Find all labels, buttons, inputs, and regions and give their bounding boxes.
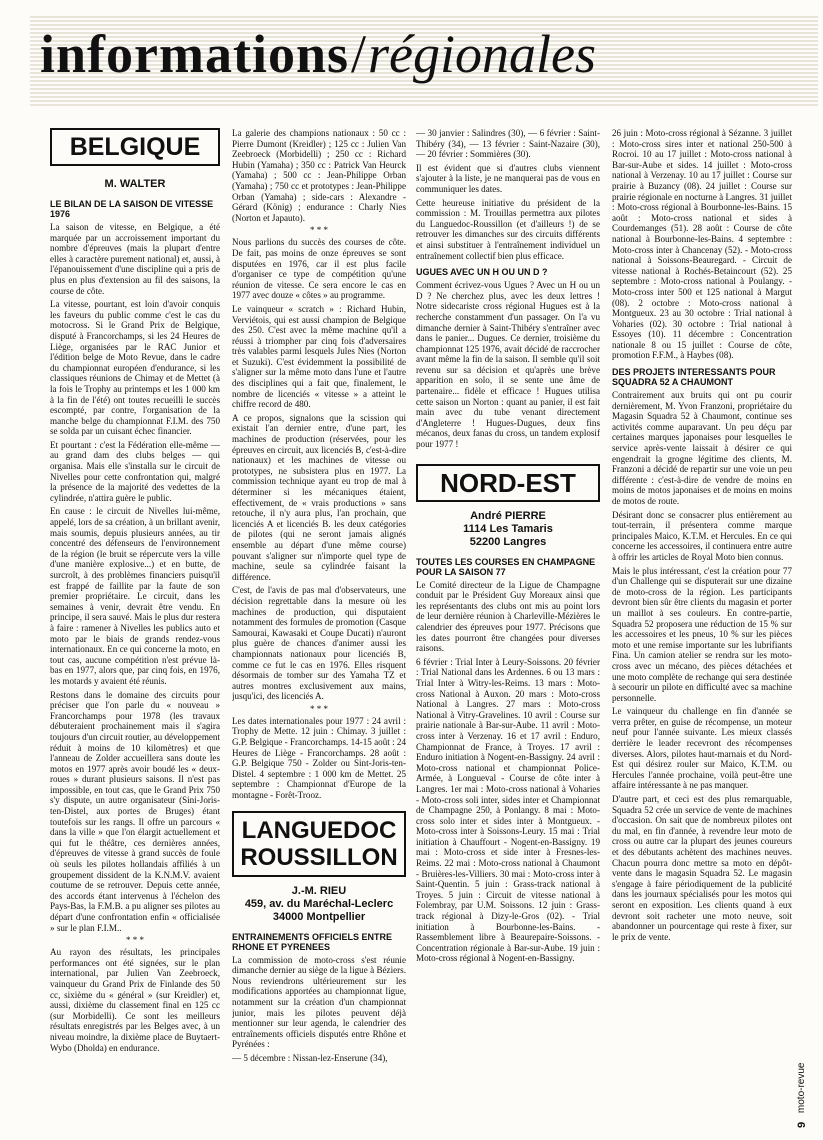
title-left: informations: [40, 24, 349, 84]
section-heading-belgique: BELGIQUE: [50, 128, 220, 166]
paragraph: Le Comité directeur de la Ligue de Champagne conduit par le Président Guy Moreaux ainsi que les représentants des clubs ont mis au point lors de leur dernière réunion à Charleville-Mézières le calendrier des épreuves pour 1977. Précisons que les dates pourront être changées pour diverses raisons.: [416, 579, 600, 654]
paragraph: Au rayon des résultats, les principales performances ont été signées, sur le plan international, par Julien Van Zeebroeck, vainqueur du Grand Prix de Finlande des 50 cc, sixième du « général » (sur Kreidler) et, aussi, dixième du classement final en 125 cc (sur Morbidelli). Ce sont les meilleurs résultats enregistrés par les Belges avec, à un niveau moindre, la dixième place de Buytaert-Wybo (Dholda) en endurance.: [50, 947, 220, 1053]
paragraph: Le vainqueur « scratch » : Richard Hubin, Verviétois, qui est aussi champion de Belgique des 250. C'est avec la même machine qu'il a réussi à triompher par cinq fois d'adversaires très valables parmi lesquels Jules Nies (Norton et Suzuki). C'est évidemment la possibilité de s'aligner sur la même moto dans l'une et l'autre des disciplines qui a fait que, finalement, le nombre de licenciés « vitesse » a atteint le chiffre record de 480.: [232, 303, 406, 410]
paragraph: La commission de moto-cross s'est réunie dimanche dernier au siège de la ligue à Béziers. Nous reviendrons ultérieurement sur les modifications apportées au championnat ligue, notamment sur la création d'un championnat junior, mais les pilotes peuvent déjà mentionner sur leur agenda, le calendrier des entraînements officiels disputés entre Rhône et Pyrénées :: [232, 954, 406, 1050]
separator-dots: * * *: [310, 225, 328, 236]
paragraph: Et pourtant : c'est la Fédération elle-même — au grand dam des clubs belges — qui organisa. Mais elle s'installa sur le circuit de Nivelles pour cette confrontation qui, malgré la présence de la majorité des vedettes de la cylindrée, n'attira guère le public.: [50, 439, 220, 503]
column-3: [416, 128, 600, 1128]
paragraph: Restons dans le domaine des circuits pour préciser que l'on parle du « nouveau » Francorchamps pour 1978 (les travaux débuteraient prochainement mais il s'agira toujours d'un circuit routier, au développement réduit à moins de 10 kilomètres) et que l'anneau de Zolder accueillera sans doute les motos en 1977 après avoir boudé les « deux-roues » durant plusieurs saisons. Il n'est pas impossible, en tout cas, que le Grand Prix 750 s'y dispute, un autre organisateur (Sini-Joris-ten-Distel, aux portes de Bruges) étant toutefois sur les rangs. Il offre un parcours « dans la ville » que l'on élargit actuellement et qui fut le théâtre, ces dernières années, d'épreuves de vitesse à grand succès de foule où seuls les pilotes hollandais affiliés à un groupement dissident de la K.N.M.V. avaient coutume de se retrouver. Depuis cette année, des accords étant intervenus à l'échelon des Pays-Bas, la F.M.B. a pu aligner ses pilotes au départ d'une confrontation enfin « officialisée » sur le plan F.I.M..: [50, 689, 220, 933]
paragraph: 26 juin : Moto-cross régional à Sézanne. 3 juillet : Moto-cross sires inter et national 250-500 à Rocroi. 10 au 17 juillet : Moto-cross national à Bar-sur-Aube et sides. 14 juillet : Moto-cross national à Verzenay. 10 au 17 juillet : Course sur prairie à Buzancy (08). 24 juillet : Course sur prairie régionale en nocturne à Langres. 31 juillet : Moto-cross régional à Bourbonne-les-Bains. 15 août : Moto-cross national et sides à Courdemanges (51). 28 août : Course de côte national à Bourbonne-les-Bains. 4 septembre : Moto-cross inter à Chancenay (52). - Moto-cross national à Soissons-Beauregard. - Circuit de vitesse national à Rochés-Betaincourt (52). 25 septembre : Moto-cross national à Poulangy. - Moto-cross inter 500 et 125 national à Margut (08). 2 octobre : Moto-cross national à Montgueux. 23 au 30 octobre : Trial national à Voharies (02). 30 octobre : Trial national à Essoyes (10). 11 décembre : Concentration nationale 8 ou 15 juillet : Course de côte, promotion F.F.M., à Haybes (08).: [612, 128, 792, 361]
author-address: 1114 Les Tamaris: [463, 522, 553, 535]
subhead: ENTRAINEMENTS OFFICIELS ENTRE RHONE ET PYRENEES: [232, 931, 393, 952]
subhead: DES PROJETS INTERESSANTS POUR SQUADRA 52 A CHAUMONT: [612, 367, 776, 388]
author-block: [416, 510, 600, 549]
section-heading-languedoc: LANGUEDOC ROUSSILLON: [232, 811, 406, 877]
subhead: UGUES AVEC UN H OU UN D ?: [416, 267, 548, 278]
paragraph: La galerie des champions nationaux : 50 cc : Pierre Dumont (Kreidler) ; 125 cc : Julien Van Zeebroeck (Morbidelli) ; 250 cc : Richard Hubin (Yamaha) ; 350 cc : Patrick Van Heurck (Yamaha) ; 500 cc : Jean-Philippe Orban (Yamaha) ; 750 cc et prototypes : Jean-Philippe Orban (Yamaha) ; side-cars : Alexandre - Gérard (König) ; endurance : Charly Nies (Norton et Japauto).: [232, 128, 406, 223]
paragraph: En cause : le circuit de Nivelles lui-même, appelé, lors de sa création, à un brillant avenir, mais soumis, depuis plusieurs années, au tir concentré des défenseurs de l'environnement de la région (le bruit se répercute vers la ville d'une manière explosive...) et en butte, de surcroît, à des problèmes financiers puisqu'il est frappé de faillite par la faute de son premier propriétaire. Le circuit, dans les semaines à venir, devrait être vendu. En principe, il sera sauvé. Mais le plus dur restera à faire : ramener à Nivelles les publics auto et moto par le biais de grands rendez-vous internationaux. En ce qui concerne la moto, en tout cas, aucune compétition n'est prévue là-bas en 1977, alors que, par cinq fois, en 1976, les motards y avaient été réunis.: [50, 506, 220, 686]
paragraph: A ce propos, signalons que la scission qui existait l'an dernier entre, d'une part, les machines de production (réservées, pour les épreuves en circuit, aux licenciés B, c'est-à-dire nationaux) et les machines de vitesse ou prototypes, ne subsistera plus en 1977. La commission technique ayant eu trop de mal à déterminer si les mécaniques étaient, effectivement, de « vrais productions » sans retouche, il n'y aura plus, l'an prochain, que licenciés A et licenciés B. les deux catégories de pilotes (qui ne seront jamais alignés ensemble au départ d'une même course) pouvant s'aligner sur n'importe quel type de machine, seule sa cylindrée faisant la différence.: [232, 412, 406, 582]
author: M. WALTER: [104, 178, 166, 190]
paragraph: Les dates internationales pour 1977 : 24 avril : Trophy de Mette. 12 juin : Chimay. 3 juillet : G.P. Belgique - Francorchamps. 14-15 août : 24 Heures de Liège - Francorchamps. 28 août : G.P. Belgique 750 - Zolder ou Sint-Joris-ten-Distel. 4 septembre : 1 000 km de Mettet. 25 septembre : Championnat d'Europe de la montagne - Forêt-Trooz.: [232, 715, 406, 801]
author-address: 459, av. du Maréchal-Leclerc: [244, 897, 394, 910]
paragraph: Nous parlions du succès des courses de côte. De fait, pas moins de onze épreuves se sont disputées en 1976, car il est plus facile d'organiser ce type de compétition qu'une réunion de vitesse. Ce sera encore le cas en 1977 avec douze « côtes » au programme.: [232, 237, 406, 301]
paragraph: Le vainqueur du challenge en fin d'année se verra prêter, en guise de récompense, un moteur neuf pour l'année suivante. Les mieux classés derrière le leader recevront des récompenses diverses. Alors, pilotes haut-marnais et du Nord-Est qui désirez rouler sur Maico, K.T.M. ou Hercules l'année prochaine, voilà peut-être une affaire intéressante à ne pas manquer.: [612, 706, 792, 791]
paragraph: — 5 décembre : Nissan-lez-Enserune (34),: [232, 1052, 388, 1063]
paragraph: Mais le plus intéressant, c'est la création pour 77 d'un Challenge qui se disputerait sur une dizaine de moto-cross de la région. Les participants devront bien sûr être clients du magasin et porter un maillot à ses couleurs. En contre-partie, Squadra 52 proposera une réduction de 15 % sur les accessoires et les pneus, 10 % sur les pièces moto et une remise importante sur les lubrifiants Fina. Un camion atelier se rendra sur les moto-cross avec un mécano, des pièces détachées et une moto complète de rechange qui sera destinée à secourir un pilote en difficulté avec sa machine personnelle.: [612, 565, 792, 703]
title-right: régionales: [368, 24, 596, 84]
paragraph: C'est, de l'avis de pas mal d'observateurs, une décision regrettable dans la mesure où les machines de production, qui disputaient notamment des formules de promotion (Casque Samourai, Kawasaki et Coupe Ducati) n'auront plus guère de chances d'animer aussi les championnats nationaux pour licenciés B, comme ce fut le cas en 1976. Elles risquent désormais de tomber sur des Yamaha TZ et autres montres exclusivement aux mains, jusqu'ici, des licenciés A.: [232, 585, 406, 702]
author-city: 34000 Montpellier: [272, 910, 366, 923]
paragraph: Contrairement aux bruits qui ont pu courir dernièrement, M. Yvon Franzoni, propriétaire du Magasin Squadra 52 à Chaumont, continue ses activités comme auparavant. Un peu déçu par certaines marques japonaises pour lesquelles le service après-vente laissait à désirer ce qui engendrait la grogne légitime des clients, M. Franzoni a décidé de repartir sur une voie un peu différente : c'est-à-dire de vendre de moins en moins de motos japonaises et de moins en moins de motos de route.: [612, 390, 792, 506]
page-number: 9: [796, 1121, 808, 1128]
paragraph: — 30 janvier : Salindres (30), — 6 février : Saint-Thibéry (34), — 13 février : Saint-Nazaire (30), — 20 février : Sommières (30).: [416, 128, 600, 160]
separator-dots: * * *: [126, 935, 144, 946]
paragraph: Comment écrivez-vous Ugues ? Avec un H ou un D ? Ne cherchez plus, avec les deux lettres ! Notre sidecariste cross régional Hugues est à la recherche constamment d'un passager. On l'a vu dimanche dernier à Saint-Thibéry s'entraîner avec dans le panier... Dugues. Ce dernier, troisième du championnat 125 1976, avait décidé de raccrocher avant même la fin de la saison. Il semble qu'il soit revenu sur sa décision et qu'après une brève apparition en solo, il se sente une âme de partenaire... fidèle et efficace ! Hugues utilisa cette saison un Norton : quant au panier, il est fait main avec du tube venant directement d'Angleterre ! Hugues-Dugues, deux fins mécanos, deux fanas du cross, un tandem explosif pour 1977 !: [416, 280, 600, 450]
paragraph: Cette heureuse initiative du président de la commission : M. Trouillas permettra aux pilotes du Languedoc-Roussillon (et d'ailleurs !) de se retrouver les dimanches sur des circuits différents et ainsi substituer à l'entraînement individuel un entraînement collectif bien plus efficace.: [416, 197, 600, 261]
paragraph: D'autre part, et ceci est des plus remarquable, Squadra 52 crée un service de vente de machines d'occasion. On sait que de nombreux pilotes ont du mal, en fin d'année, à revendre leur moto de cross ou autre car la plupart des jeunes coureurs et des débutants achètent des machines neuves. Chacun pourra donc mettre sa moto en dépôt-vente dans le magasin Squadra 52. Le magasin s'engage à faire périodiquement de la publicité dans les journaux spécialisés pour les motos qui seront en exposition. Les clients quand à eux devront soit racheter une moto neuve, soit abandonner un pourcentage qui reste à fixer, sur le prix de vente.: [612, 794, 792, 942]
separator-dots: * * *: [310, 703, 328, 714]
author-name: André PIERRE: [470, 509, 546, 522]
page-footer: [796, 1010, 816, 1128]
title-separator: /: [351, 24, 367, 84]
paragraph: Désirant donc se consacrer plus entièrement au tout-terrain, il présentera comme marque principales Maico, K.T.M. et Hercules. En ce qui concerne les accessoires, il continuera entre autre à offrir les articles de Royal Moto bien connus.: [612, 509, 792, 562]
author-name: J.-M. RIEU: [291, 884, 347, 897]
column-1: [50, 128, 220, 1128]
magazine-name: moto-revue: [796, 1062, 807, 1114]
section-heading-nord-est: NORD-EST: [416, 464, 600, 502]
author-city: 52200 Langres: [469, 535, 547, 548]
column-4: [612, 128, 792, 1128]
paragraph: 6 février : Trial Inter à Leury-Soissons. 20 février : Trial National dans les Ardennes. 6 ou 13 mars : Trial Inter à Witry-les-Reims. 13 mars : Moto-cross National à Auxon. 20 mars : Moto-cross National à Langres. 27 mars : Moto-cross National à Vitry-Gravelines. 10 avril : Course sur prairie nationale à Bar-sur-Aube. 11 avril : Moto-cross inter à Verzenay. 16 et 17 avril : Enduro, Championnat de France, à Troyes. 17 avril : Enduro initiation à Nogent-en-Bassigny. 24 avril : Moto-cross national et championnat Police-Armée, à Longueval - Course de côte inter à Langres. 1er mai : Moto-cross national à Voharies - Moto-cross soli inter, sides inter et Championnat de Champagne 250, à Ponlangy. 8 mai : Moto-cross solo inter et sides inter à Montgueux. - Moto-cross inter à Soissons-Leury. 15 mai : Trial initiation à Chauffourt - Nogent-en-Bassigny. 19 mai : Moto-cross et side inter à Fresnes-les-Reims. 22 mai : Moto-cross national à Chaumont - Bruières-les-Villiers. 30 mai : Moto-cross inter à Saint-Quentin. 5 juin : Grass-track national à Troyes. 5 juin : Circuit de vitesse national à Folembray, par U.M. Soissons. 12 juin : Grass-track régional à Dizy-le-Gros (02). - Trial initiation à Bourbonne-les-Bains. - Rassemblement libre à Beaurepaire-Soissons. - Concentration régionale à Bar-sur-Aube. 19 juin : Moto-cross régional à Nogent-en-Bassigny.: [416, 656, 600, 964]
paragraph: La vitesse, pourtant, est loin d'avoir conquis les faveurs du public comme c'est le cas du motocross. Si le Grand Prix de Belgique, disputé à Francorchamps, si les 24 Heures de Liège, organisées par le RAC Junior et l'édition belge de Moto Revue, dans le cadre du championnat européen d'endurance, si les classiques réunions de Chimay et de Mettet (à la fois le Trophy au printemps et les 1 000 km à la fin de l'été) ont toutes recueilli le succès escompté, par contre, l'organisation de la manche belge du championnat F.I.M. des 750 se solda par un cuisant échec financier.: [50, 299, 220, 437]
paragraph: Il est évident que si d'autres clubs viennent s'ajouter à la liste, je ne manquerai pas de vous en communiquer les dates.: [416, 162, 600, 194]
subhead: TOUTES LES COURSES EN CHAMPAGNE POUR LA SAISON 77: [416, 556, 596, 577]
column-2: [232, 128, 406, 1128]
paragraph: La saison de vitesse, en Belgique, a été marquée par un accroissement important du nombre d'épreuves (mais la plupart d'entre elles à caractère purement national) et, aussi, à l'épanouissement d'une discipline qui a pris de plus en plus d'extension au fil des saisons, la course de côte.: [50, 222, 220, 296]
page-title: [40, 22, 596, 86]
author-block: [232, 885, 406, 924]
subhead: LE BILAN DE LA SAISON DE VITESSE 1976: [50, 199, 214, 219]
